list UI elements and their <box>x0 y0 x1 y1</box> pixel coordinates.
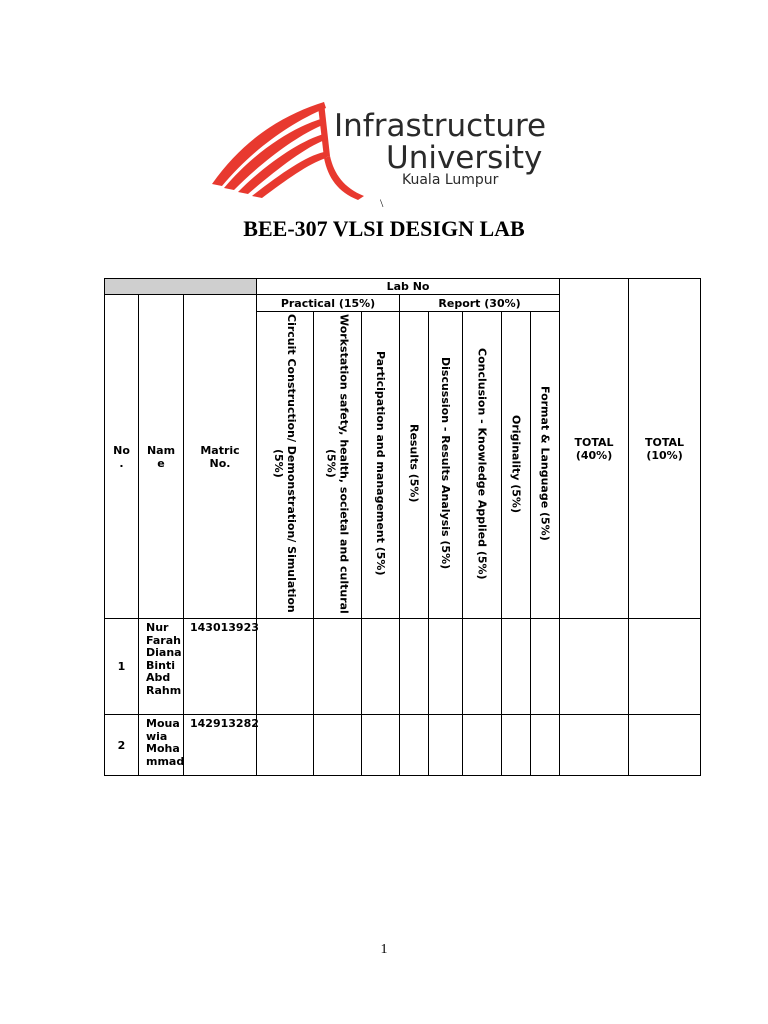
no-header <box>105 295 139 619</box>
total-40-label: TOTAL <box>574 435 614 449</box>
total-40-percent: (40%) <box>575 448 613 462</box>
criterion-conclusion <box>463 312 502 619</box>
score-cell <box>400 619 429 715</box>
matric-number: 142913282 <box>184 715 257 776</box>
criterion-discussion <box>429 312 463 619</box>
document-title: BEE-307 VLSI DESIGN LAB <box>243 216 525 241</box>
name-part: Nur <box>146 621 169 634</box>
total-10-header <box>629 279 701 619</box>
table-row <box>105 619 701 715</box>
table-row <box>105 715 701 776</box>
total-40-cell <box>560 619 629 715</box>
lab-no-header: Lab No <box>257 279 560 295</box>
score-cell <box>531 619 560 715</box>
name-part: wia <box>146 729 168 743</box>
page-number: 1 <box>380 942 388 957</box>
name-part: Diana <box>146 646 182 659</box>
score-cell <box>429 619 463 715</box>
student-name <box>139 715 184 776</box>
name-part: Abd <box>146 671 171 684</box>
row-number: 1 <box>105 619 139 715</box>
name-part: Binti <box>146 658 176 672</box>
score-cell <box>257 715 314 776</box>
total-40-header <box>560 279 629 619</box>
score-cell <box>463 619 502 715</box>
criterion-results <box>400 312 429 619</box>
criterion-label: Results (5%) <box>407 424 421 503</box>
criterion-originality <box>502 312 531 619</box>
total-10-percent: (10%) <box>646 448 683 462</box>
name-part: Rahm <box>146 683 182 697</box>
score-cell <box>531 715 560 776</box>
no-header-line2: . <box>119 456 124 470</box>
score-cell <box>502 715 531 776</box>
row-number: 2 <box>105 715 139 776</box>
logo-line2: University <box>386 140 543 176</box>
criterion-circuit-construction <box>257 312 314 619</box>
criterion-label: Workstation safety, health, societal and cultural (5%) <box>324 313 351 614</box>
score-cell <box>362 619 400 715</box>
score-cell <box>400 715 429 776</box>
name-part: Farah <box>146 633 181 647</box>
matric-header <box>184 295 257 619</box>
score-cell <box>257 619 314 715</box>
score-cell <box>429 715 463 776</box>
criterion-label: Participation and management (5%) <box>374 351 388 576</box>
total-10-cell <box>629 619 701 715</box>
criterion-label: Conclusion - Knowledge Applied (5%) <box>475 347 489 580</box>
name-part: mmad <box>146 754 185 768</box>
logo-line1: Infrastructure <box>334 108 547 144</box>
total-10-cell <box>629 715 701 776</box>
name-part: Moua <box>146 717 180 730</box>
score-cell <box>314 619 362 715</box>
criterion-workstation-safety <box>314 312 362 619</box>
score-cell <box>502 619 531 715</box>
criterion-label: Originality (5%) <box>509 414 523 513</box>
assessment-table <box>104 278 701 776</box>
student-name <box>139 619 184 715</box>
matric-number: 143013923 <box>184 619 257 715</box>
report-header: Report (30%) <box>400 295 560 312</box>
criterion-label: Format & Language (5%) <box>538 386 552 541</box>
matric-header-line1: Matric <box>200 443 240 457</box>
criterion-label: Discussion - Results Analysis (5%) <box>439 357 453 570</box>
total-40-cell <box>560 715 629 776</box>
name-part: Moha <box>146 742 180 755</box>
score-cell <box>463 715 502 776</box>
criterion-label: Circuit Construction/ Demonstration/ Simulation (5%) <box>272 314 299 613</box>
criterion-participation <box>362 312 400 619</box>
practical-header: Practical (15%) <box>257 295 400 312</box>
score-cell <box>362 715 400 776</box>
matric-header-line2: No. <box>209 456 231 470</box>
university-logo <box>206 96 566 206</box>
stray-backslash: \ <box>380 196 384 210</box>
total-10-label: TOTAL <box>645 435 685 449</box>
no-header-line1: No <box>113 443 130 457</box>
name-header-line1: Nam <box>146 443 176 457</box>
criterion-format-language <box>531 312 560 619</box>
name-header-line2: e <box>157 456 165 470</box>
name-header <box>139 295 184 619</box>
logo-line3: Kuala Lumpur <box>402 172 499 188</box>
score-cell <box>314 715 362 776</box>
header-gray-block <box>105 279 257 295</box>
